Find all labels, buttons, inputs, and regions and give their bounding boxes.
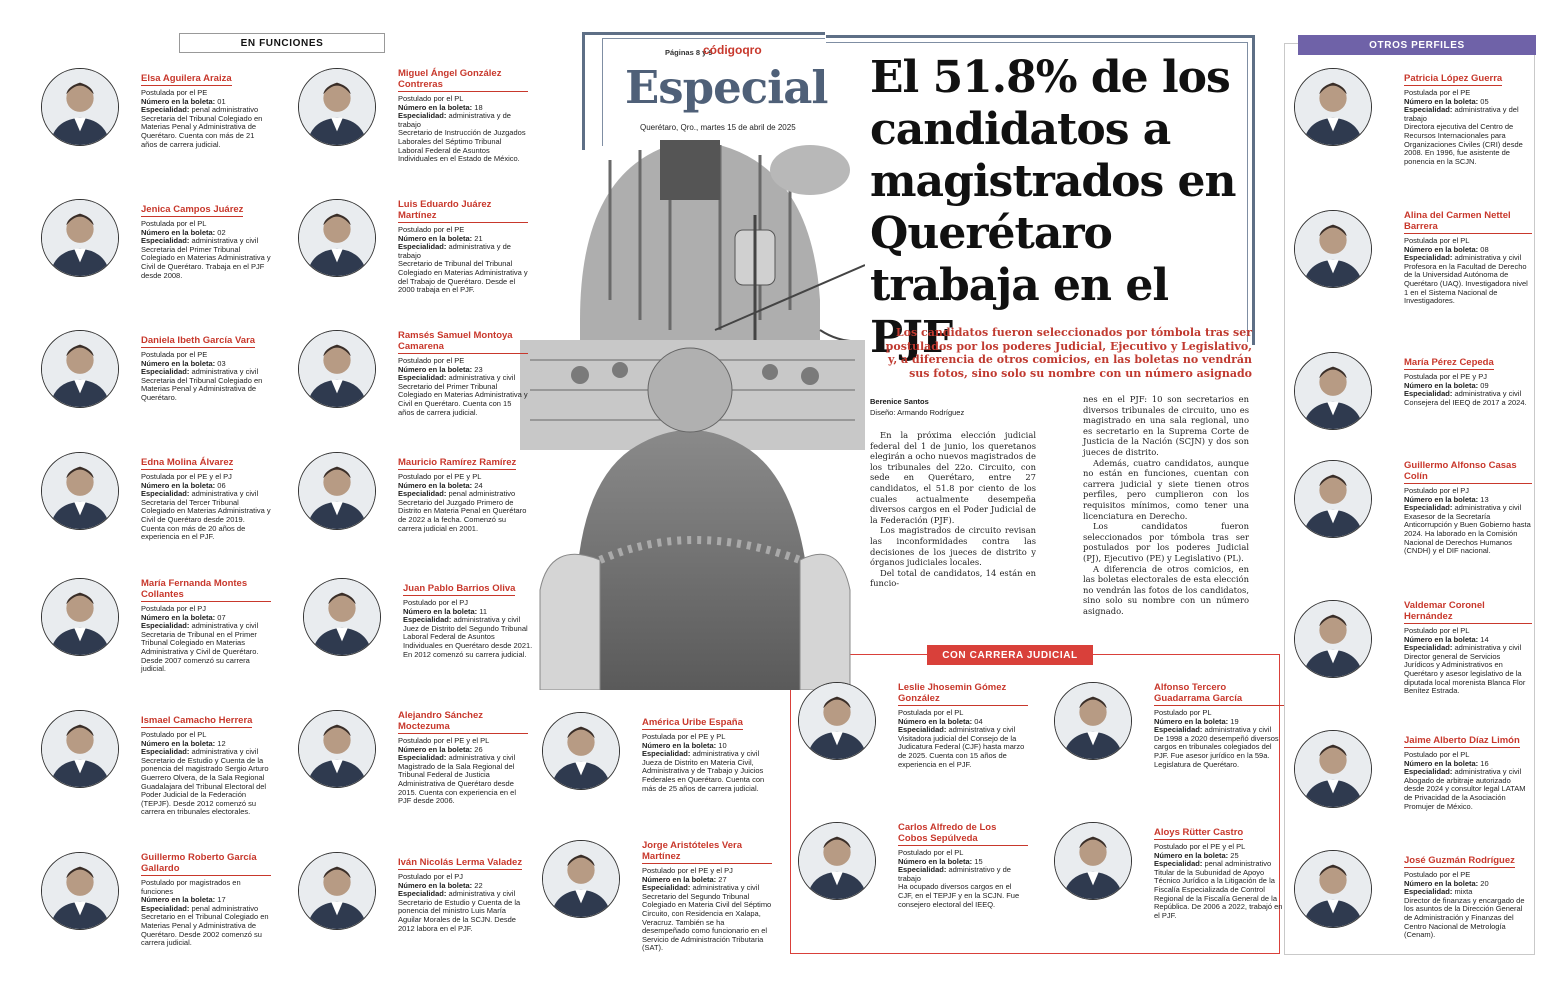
ballot-number-label: Número en la boleta:: [141, 358, 216, 368]
candidate-photo: [298, 330, 376, 408]
ballot-number-value: 25: [1230, 850, 1239, 860]
candidate-name: Guillermo Roberto García Gallardo: [141, 852, 271, 876]
candidate-name: Mauricio Ramírez Ramírez: [398, 457, 517, 468]
specialty-label: Especialidad:: [398, 242, 447, 252]
ballot-number-value: 22: [474, 880, 483, 890]
specialty-label: Especialidad:: [1154, 859, 1203, 869]
section-title: Especial: [625, 61, 828, 114]
candidate-postulation: Postulada por el PE y PL: [642, 732, 726, 741]
specialty-label: Especialidad:: [398, 373, 447, 383]
candidate-description: Secretario de Estudio y Cuenta de la ponencia del ministro Luis María Aguilar Morales de la SCJN. Desde 2012 labora en el PJF.: [398, 897, 521, 933]
candidate-description: Secretaria del Primer Tribunal Colegiado en Materias Administrativa y Civil de Querétaro. Trabaja en el PJF desde 2008.: [141, 244, 271, 280]
candidate-name: Ismael Camacho Herrera: [141, 715, 253, 726]
ballot-number-label: Número en la boleta:: [1154, 716, 1229, 726]
ballot-number-value: 10: [718, 740, 727, 750]
headline: El 51.8% de los candidatos a magistrados en Querétaro trabaja en el PJF: [870, 52, 1236, 363]
judge-illustration: [520, 120, 865, 690]
ballot-number-label: Número en la boleta:: [398, 880, 473, 890]
candidate-description: Director de finanzas y encargado de los asuntos de la Dirección General de Administración y Finanzas del Centro Nacional de Metrología (Cenam).: [1404, 895, 1525, 940]
specialty-value: administrativa y civil: [191, 236, 259, 246]
specialty-label: Especialidad:: [1154, 725, 1203, 735]
ballot-number-value: 15: [974, 856, 983, 866]
ballot-number-label: Número en la boleta:: [1404, 758, 1479, 768]
specialty: [398, 112, 528, 129]
candidate-name: Juan Pablo Barrios Oliva: [403, 583, 516, 594]
candidate-description: Secretaria del Tribunal Colegiado en Materias Penal y Administrativa de Querétaro. Cuenta con más de 21 años de carrera judicial.: [141, 113, 263, 149]
candidate-name: Jorge Aristóteles Vera Martínez: [642, 840, 772, 864]
candidate-photo: [298, 710, 376, 788]
ballot-number-label: Número en la boleta:: [1404, 494, 1479, 504]
candidate-postulation: Postulado por PL: [1154, 708, 1212, 717]
candidate-description: Secretario de Estudio y Cuenta de la ponencia del magistrado Sergio Arturo Guerrero Olvera, de la Sala Regional Guadalajara del Tribunal Electoral del Poder Judicial de la Federación (TEPJF). Desde 2012 comenzó su carrera en tribunales electorales.: [141, 755, 269, 817]
candidate-photo: [41, 330, 119, 408]
candidate-postulation: Postulada por el PE: [141, 350, 208, 359]
ballot-number-value: 26: [474, 744, 483, 754]
specialty-value: administrativa y civil: [191, 367, 259, 377]
candidate-photo: [1294, 600, 1372, 678]
candidate-name: Alejandro Sánchez Moctezuma: [398, 710, 528, 734]
candidate-postulation: Postulada por el PJ: [141, 604, 207, 613]
candidate-photo: [1294, 460, 1372, 538]
ballot-number-label: Número en la boleta:: [141, 227, 216, 237]
ballot-number-value: 18: [474, 102, 483, 112]
candidate-name: Ramsés Samuel Montoya Camarena: [398, 330, 528, 354]
candidate-name: María Fernanda Montes Collantes: [141, 578, 271, 602]
specialty-label: Especialidad:: [141, 747, 190, 757]
candidate-postulation: Postulado por el PL: [1404, 750, 1470, 759]
ballot-number-value: 17: [217, 895, 226, 905]
specialty-label: Especialidad:: [1404, 887, 1453, 897]
candidate-postulation: Postulada por el PE: [1404, 88, 1471, 97]
specialty-label: Especialidad:: [141, 489, 190, 499]
candidate-description: Secretario del Segundo Tribunal Colegiado en Materia Civil del Séptimo Circuito, con Residencia en Xalapa, Veracruz. También se ha desempeñado como funcionario en el Servicio de Administración Tributaria (SAT).: [642, 891, 772, 953]
specialty-value: administrativa y civil: [948, 725, 1016, 735]
candidate-name: María Pérez Cepeda: [1404, 357, 1494, 368]
author: Berenice Santos: [870, 397, 929, 406]
specialty-label: Especialidad:: [141, 621, 190, 631]
candidate-postulation: Postulado por el PJ: [1404, 486, 1470, 495]
candidate-postulation: Postulado por el PL: [398, 94, 464, 103]
ballot-number-value: 04: [974, 716, 983, 726]
candidate-postulation: Postulado por el PE: [1404, 870, 1471, 879]
candidate-description: Titular de la Subunidad de Apoyo Técnico Jurídico a la Litigación de la Fiscalía Especializada de Control Regional de la Fiscalía General de la República. De 2006 a 2022, trabajó en el PJF.: [1154, 867, 1283, 920]
candidate-photo: [1054, 822, 1132, 900]
candidate-photo: [41, 68, 119, 146]
specialty-value: administrativa y civil: [448, 889, 516, 899]
paragraph: A diferencia de otros comicios, en las boletas electorales de esta elección no vendrán las fotos de los candidatos, sino solo su nombre con un número asignado.: [1083, 563, 1249, 616]
ballot-number-value: 08: [1480, 244, 1489, 254]
candidate-description: Secretaria del Tribunal Colegiado en Materias Penal y Administrativa de Querétaro.: [141, 375, 263, 402]
paragraph: Del total de candidatos, 14 están en funcio-: [870, 567, 1036, 589]
specialty-value: administrativa y civil: [1204, 725, 1272, 735]
specialty-value: administrativa y civil: [1454, 767, 1522, 777]
candidate-name: Daniela Ibeth García Vara: [141, 335, 256, 346]
specialty-value: administrativa y civil: [191, 747, 259, 757]
candidate-name: José Guzmán Rodríguez: [1404, 855, 1515, 866]
specialty-value: administrativa y civil: [1454, 253, 1522, 263]
candidate-postulation: Postulado por el PL: [1404, 626, 1470, 635]
specialty-value: penal administrativo: [191, 903, 259, 913]
candidate-photo: [1294, 68, 1372, 146]
paragraph: Los magistrados de circuito revisan las inconformidades contra las decisiones de los jueces de distrito y órganos judiciales locales.: [870, 525, 1036, 568]
candidate-postulation: Postulada por el PL: [141, 219, 207, 228]
ballot-number-value: 24: [474, 480, 483, 490]
page-ref: Páginas 8 y 9: [665, 48, 713, 57]
ballot-number-label: Número en la boleta:: [141, 738, 216, 748]
specialty-value: administrativa y civil: [1454, 389, 1522, 399]
candidate-postulation: Postulado por el PJ: [398, 872, 464, 881]
ballot-number-value: 14: [1480, 634, 1489, 644]
candidate-name: Miguel Ángel González Contreras: [398, 68, 528, 92]
candidate-photo: [1294, 850, 1372, 928]
ballot-number-label: Número en la boleta:: [398, 744, 473, 754]
paragraph: Los candidatos fueron seleccionados por tómbola tras ser postulados por los poderes Judicial (PJ), Ejecutivo (PE) y Legislativo (PL).: [1083, 521, 1249, 563]
specialty-label: Especialidad:: [403, 615, 452, 625]
candidate-photo: [41, 578, 119, 656]
ballot-number-label: Número en la boleta:: [398, 102, 473, 112]
specialty: [398, 243, 528, 260]
specialty-value: administrativo y de trabajo: [898, 865, 1011, 883]
specialty-label: Especialidad:: [398, 753, 447, 763]
candidate-postulation: Postulado por el PJ: [403, 598, 469, 607]
candidate-postulation: Postulado por el PL: [141, 730, 207, 739]
section-label-en-funciones: EN FUNCIONES: [179, 33, 385, 53]
candidate-photo: [798, 822, 876, 900]
ballot-number-label: Número en la boleta:: [898, 856, 973, 866]
candidate-postulation: Postulado por el PE y el PL: [1154, 842, 1246, 851]
candidate-postulation: Postulada por el PL: [1404, 236, 1470, 245]
ballot-number-label: Número en la boleta:: [403, 606, 478, 616]
candidate-postulation: Postulado por el PE y el PL: [398, 736, 490, 745]
candidate-name: Jaime Alberto Díaz Limón: [1404, 735, 1520, 746]
specialty-label: Especialidad:: [898, 865, 947, 875]
ballot-number-value: 11: [479, 606, 488, 616]
candidate-postulation: Postulada por el PE y PJ: [1404, 372, 1487, 381]
specialty: [1404, 106, 1532, 123]
specialty-value: administrativa y civil: [448, 373, 516, 383]
specialty-label: Especialidad:: [398, 889, 447, 899]
ballot-number-value: 05: [1480, 96, 1489, 106]
specialty-value: penal administrativo: [448, 489, 516, 499]
ballot-number-label: Número en la boleta:: [1404, 878, 1479, 888]
candidate-postulation: Postulado por el PE y PL: [398, 472, 482, 481]
design-credit: Diseño: Armando Rodríguez: [870, 408, 965, 417]
ballot-number-label: Número en la boleta:: [1404, 380, 1479, 390]
candidate-postulation: Postulado por el PE y el PJ: [642, 866, 733, 875]
candidate-photo: [1294, 730, 1372, 808]
candidate-description: Secretaria del Tercer Tribunal Colegiado en Materias Administrativa y Civil de Querétaro desde 2019. Cuenta con más de 20 años de experiencia en el PJF.: [141, 497, 271, 542]
candidate-photo: [542, 712, 620, 790]
specialty-label: Especialidad:: [642, 883, 691, 893]
specialty-label: Especialidad:: [141, 903, 190, 913]
ballot-number-label: Número en la boleta:: [1154, 850, 1229, 860]
ballot-number-value: 20: [1480, 878, 1489, 888]
ballot-number-value: 01: [217, 96, 226, 106]
candidate-postulation: Postulado por magistrados en funciones: [141, 878, 241, 896]
ballot-number-value: 19: [1230, 716, 1239, 726]
ballot-number-value: 23: [474, 364, 483, 374]
candidate-description: De 1998 a 2020 desempeñó diversos cargos en tribunales colegiados del PJF. Fue asesor jurídico en la 59a. Legislatura de Querétaro.: [1154, 733, 1279, 769]
candidate-postulation: Postulada por el PE: [141, 88, 208, 97]
specialty-label: Especialidad:: [141, 367, 190, 377]
specialty-value: penal administrativo: [1204, 859, 1272, 869]
candidate-description: Secretaria de Tribunal en el Primer Tribunal Colegiado en Materias Administrativa y Civil de Querétaro. Desde 2007 comenzó su carrera judicial.: [141, 629, 259, 674]
candidate-photo: [298, 199, 376, 277]
masthead-inner-rule: [602, 38, 828, 146]
ballot-number-label: Número en la boleta:: [642, 740, 717, 750]
ballot-number-value: 16: [1480, 758, 1489, 768]
candidate-photo: [41, 452, 119, 530]
candidate-photo: [298, 852, 376, 930]
specialty-label: Especialidad:: [1404, 389, 1453, 399]
body-column-1: [870, 430, 1036, 589]
candidate-postulation: Postulada por el PE y el PJ: [141, 472, 232, 481]
specialty-label: Especialidad:: [398, 111, 447, 121]
specialty-value: administrativa y civil: [453, 615, 521, 625]
specialty: [898, 866, 1028, 883]
ballot-number-value: 09: [1480, 380, 1489, 390]
candidate-name: Patricia López Guerra: [1404, 73, 1503, 84]
ballot-number-label: Número en la boleta:: [141, 96, 216, 106]
specialty-value: administrativa y civil: [448, 753, 516, 763]
candidate-name: Carlos Alfredo de Los Cobos Sepúlveda: [898, 822, 1028, 846]
paragraph: Además, cuatro candidatos, aunque no están en funciones, cuentan con carrera judicial y siete tienen otros perfiles, pero cumplieron con los requisitos mínimos, como tener una licenciatura en Derecho.: [1083, 457, 1249, 521]
candidate-name: Edna Molina Álvarez: [141, 457, 234, 468]
candidate-postulation: Postulado por el PE: [398, 225, 465, 234]
candidate-name: Valdemar Coronel Hernández: [1404, 600, 1532, 624]
candidate-name: Alina del Carmen Nettel Barrera: [1404, 210, 1532, 234]
deck: Los candidatos fueron seleccionados por tómbola tras ser postulados por los poderes Judicial, Ejecutivo y Legislativo, y, a diferencia de otros comicios, en las boletas no vendrán sus fotos, sino solo su nombre con un número asignado: [885, 326, 1252, 380]
ballot-number-value: 13: [1480, 494, 1489, 504]
ballot-number-label: Número en la boleta:: [398, 480, 473, 490]
ballot-number-label: Número en la boleta:: [141, 480, 216, 490]
ballot-number-label: Número en la boleta:: [398, 364, 473, 374]
paragraph: nes en el PJF: 10 son secretarios en diversos tribunales de circuito, uno es magistrado en una sala regional, uno es secretario en la Suprema Corte de Justicia de la Nación (SCJN) y dos son jueces de distrito.: [1083, 394, 1249, 457]
specialty-value: administrativa y de trabajo: [398, 242, 511, 260]
candidate-photo: [41, 710, 119, 788]
candidate-description: Profesora en la Facultad de Derecho de la Universidad Autónoma de Querétaro (UAQ). Investigadora nivel 1 en el Sistema Nacional de Investigadores.: [1404, 261, 1528, 306]
specialty-value: administrativa y civil: [1454, 643, 1522, 653]
specialty-value: administrativa y civil: [692, 749, 760, 759]
specialty-value: administrativa y de trabajo: [398, 111, 511, 129]
candidate-description: Secretario del Juzgado Primero de Distrito en Materia Penal en Querétaro de 2022 a la fecha. Comenzó su carrera judicial en 2001.: [398, 497, 527, 533]
specialty-value: administrativa y del trabajo: [1404, 105, 1519, 123]
candidate-description: Exasesor de la Secretaría Anticorrupción y Buen Gobierno hasta 2024. Ha laborado en la Comisión Nacional de Derechos Humanos (CNDH) y el DIF nacional.: [1404, 511, 1531, 556]
candidate-photo: [41, 852, 119, 930]
candidate-name: Alfonso Tercero Guadarrama García: [1154, 682, 1284, 706]
candidate-photo: [1294, 352, 1372, 430]
candidate-postulation: Postulada por el PL: [898, 708, 964, 717]
ballot-number-label: Número en la boleta:: [1404, 96, 1479, 106]
candidate-description: Ha ocupado diversos cargos en el CJF, en el TEPJF y en la SCJN. Fue consejero electoral del IEEQ.: [898, 882, 1020, 909]
specialty-value: administrativa y civil: [692, 883, 760, 893]
paragraph: En la próxima elección judicial federal del 1 de junio, los queretanos elegirán a ocho nuevos magistrados de los tribunales del 22o. Circuito, con sede en Querétaro, entre 27 candidatos, el 51.8 por ciento de los cuales actualmente desempeña diversos cargos en el Poder Judicial de la Federación (PJF).: [870, 430, 1036, 525]
specialty-label: Especialidad:: [1404, 105, 1453, 115]
section-label-otros-perfiles: OTROS PERFILES: [1298, 35, 1536, 55]
specialty-value: penal administrativo: [191, 105, 259, 115]
candidate-photo: [298, 68, 376, 146]
ballot-number-value: 27: [718, 874, 727, 884]
publication-logo: códigoqro: [703, 43, 762, 57]
candidate-description: Directora ejecutiva del Centro de Recursos Internacionales para Organizaciones Civiles (CRI) desde 2008. En 1996, fue asistente de ponencia en la SCJN.: [1404, 122, 1523, 166]
ballot-number-value: 03: [217, 358, 226, 368]
candidate-photo: [41, 199, 119, 277]
ballot-number-label: Número en la boleta:: [398, 233, 473, 243]
specialty-label: Especialidad:: [141, 236, 190, 246]
specialty-label: Especialidad:: [642, 749, 691, 759]
candidate-photo: [542, 840, 620, 918]
candidate-name: Elsa Aguilera Araiza: [141, 73, 232, 84]
specialty-label: Especialidad:: [898, 725, 947, 735]
ballot-number-value: 02: [217, 227, 226, 237]
candidate-description: Secretario del Primer Tribunal Colegiado en Materias Administrativa y Civil en Querétaro. Cuenta con 15 años de carrera judicial.: [398, 381, 528, 417]
candidate-photo: [1294, 210, 1372, 288]
specialty-label: Especialidad:: [1404, 503, 1453, 513]
specialty-value: administrativa y civil: [191, 621, 259, 631]
candidate-description: Juez de Distrito del Segundo Tribunal Laboral Federal de Asuntos Individuales en Querétaro desde 2021. En 2012 comenzó su carrera judicial.: [403, 623, 533, 659]
candidate-name: Jenica Campos Juárez: [141, 204, 244, 215]
candidate-description: Secretario de Tribunal del Tribunal Colegiado en Materias Administrativa y del Trabajo de Querétaro. Desde el 2000 trabaja en el PJF.: [398, 259, 528, 295]
candidate-description: Visitadora judicial del Consejo de la Judicatura Federal (CJF) hasta marzo de 2025. Cuenta con 15 años de experiencia en el PJF.: [898, 733, 1025, 769]
candidate-name: Leslie Jhosemin Gómez González: [898, 682, 1028, 706]
candidate-postulation: Postulado por el PE: [398, 356, 465, 365]
candidate-name: América Uribe España: [642, 717, 743, 728]
candidate-name: Guillermo Alfonso Casas Colín: [1404, 460, 1532, 484]
candidate-postulation: Postulado por el PL: [898, 848, 964, 857]
section-label-carrera-judicial: CON CARRERA JUDICIAL: [927, 645, 1093, 665]
ballot-number-label: Número en la boleta:: [898, 716, 973, 726]
candidate-description: Magistrado de la Sala Regional del Tribunal Federal de Justicia Administrativa de Querétaro desde 2015. Cuenta con experiencia en el PJF desde 2006.: [398, 761, 517, 806]
ballot-number-label: Número en la boleta:: [642, 874, 717, 884]
ballot-number-value: 06: [217, 480, 226, 490]
candidate-photo: [303, 578, 381, 656]
specialty-value: administrativa y civil: [1454, 503, 1522, 513]
candidate-name: Aloys Rütter Castro: [1154, 827, 1244, 838]
issue-date: Querétaro, Qro., martes 15 de abril de 2025: [640, 123, 796, 132]
candidate-description: Secretario en el Tribunal Colegiado en Materias Penal y Administrativa de Querétaro. Desde 2002 comenzó su carrera judicial.: [141, 912, 269, 948]
specialty-label: Especialidad:: [141, 105, 190, 115]
body-column-2: [1083, 394, 1249, 616]
candidate-name: Iván Nicolás Lerma Valadez: [398, 857, 523, 868]
ballot-number-label: Número en la boleta:: [141, 895, 216, 905]
candidate-photo: [298, 452, 376, 530]
ballot-number-label: Número en la boleta:: [1404, 634, 1479, 644]
specialty-label: Especialidad:: [398, 489, 447, 499]
ballot-number-label: Número en la boleta:: [141, 612, 216, 622]
candidate-description: Abogado de arbitraje autorizado desde 2024 y consultor legal LATAM de Privacidad de la Asociación Promujer de México.: [1404, 775, 1526, 811]
candidate-photo: [1054, 682, 1132, 760]
candidate-description: Secretario de Instrucción de Juzgados Laborales del Séptimo Tribunal Laboral Federal de Asuntos Individuales en el Estado de México.: [398, 128, 526, 164]
candidate-photo: [798, 682, 876, 760]
candidate-name: Luis Eduardo Juárez Martínez: [398, 199, 528, 223]
specialty-label: Especialidad:: [1404, 643, 1453, 653]
specialty-value: mixta: [1454, 887, 1473, 897]
ballot-number-value: 12: [217, 738, 226, 748]
candidate-description: Director general de Servicios Jurídicos y Administrativos en Querétaro y asesor legislativo de la diputada local morenista Blanca Flor Benítez Estrada.: [1404, 651, 1526, 696]
ballot-number-label: Número en la boleta:: [1404, 244, 1479, 254]
ballot-number-value: 07: [217, 612, 226, 622]
specialty-label: Especialidad:: [1404, 767, 1453, 777]
candidate-description: Jueza de Distrito en Materia Civil, Administrativa y de Trabajo y Juicios Federales en Querétaro. Cuenta con más de 25 años de carrera judicial.: [642, 757, 765, 793]
specialty-label: Especialidad:: [1404, 253, 1453, 263]
specialty-value: administrativa y civil: [191, 489, 259, 499]
candidate-description: Consejera del IEEQ de 2017 a 2024.: [1404, 397, 1527, 407]
ballot-number-value: 21: [474, 233, 483, 243]
byline: [870, 396, 964, 418]
